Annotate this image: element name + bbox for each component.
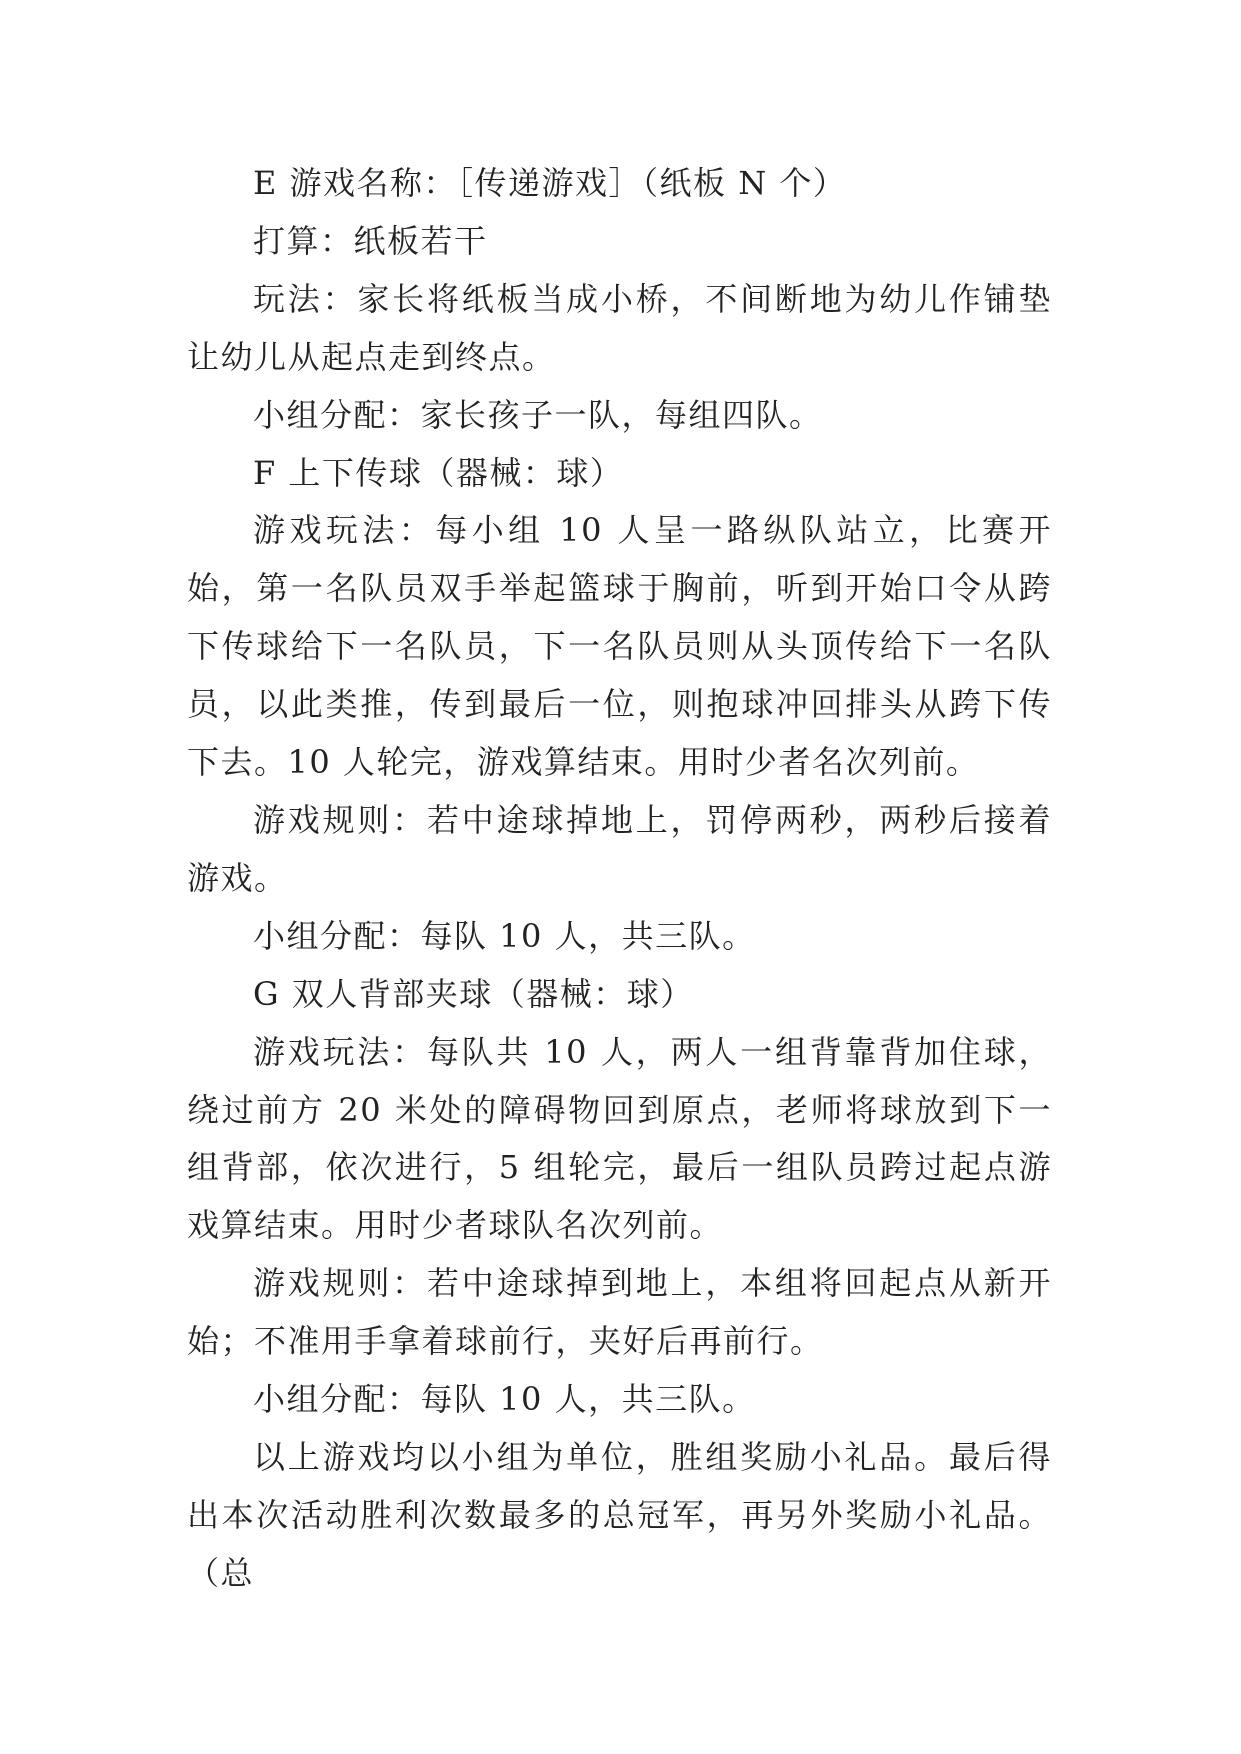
paragraph-f-game-title: F 上下传球（器械：球） bbox=[253, 453, 624, 492]
paragraph-g-how-to-play: 游戏玩法：每队共 10 人，两人一组背靠背加住球，绕过前方 20 米处的障碍物回到原点，老师将球放到下一组背部，依次进行，5 组轮完，最后一组队员跨过起点游戏算结束。用时少者球队名次列前。 bbox=[187, 1032, 1052, 1245]
paragraph-f-how-to-play: 游戏玩法：每小组 10 人呈一路纵队站立，比赛开始，第一名队员双手举起篮球于胸前，听到开始口令从跨下传球给下一名队员，下一名队员则从头顶传给下一名队员，以此类推，传到最后一位，则抱球冲回排头从跨下传下去。10 人轮完，游戏算结束。用时少者名次列前。 bbox=[187, 511, 1052, 782]
document-body bbox=[187, 155, 1052, 1603]
paragraph-g-rules: 游戏规则：若中途球掉到地上，本组将回起点从新开始；不准用手拿着球前行，夹好后再前行。 bbox=[187, 1264, 1052, 1361]
paragraph-e-grouping: 小组分配：家长孩子一队，每组四队。 bbox=[253, 395, 823, 434]
paragraph-g-game-title: G 双人背部夹球（器械：球） bbox=[253, 974, 694, 1013]
paragraph-f-rules: 游戏规则：若中途球掉地上，罚停两秒，两秒后接着游戏。 bbox=[187, 800, 1052, 897]
paragraph-e-how-to-play: 玩法：家长将纸板当成小桥，不间断地为幼儿作铺垫让幼儿从起点走到终点。 bbox=[187, 279, 1052, 376]
paragraph-summary: 以上游戏均以小组为单位，胜组奖励小礼品。最后得出本次活动胜利次数最多的总冠军，再另外奖励小礼品。（总 bbox=[187, 1437, 1052, 1592]
paragraph-e-game-title: E 游戏名称：［传递游戏］（纸板 N 个） bbox=[253, 164, 847, 202]
paragraph-g-grouping: 小组分配：每队 10 人，共三队。 bbox=[253, 1380, 756, 1419]
paragraph-f-grouping: 小组分配：每队 10 人，共三队。 bbox=[253, 916, 756, 955]
paragraph-e-preparation: 打算：纸板若干 bbox=[253, 221, 488, 260]
